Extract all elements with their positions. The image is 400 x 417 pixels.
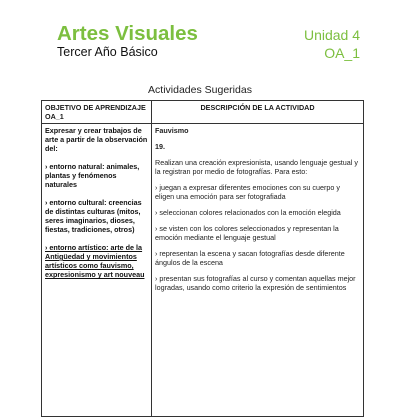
activity-step: › se visten con los colores seleccionados y representan la emoción mediante el lenguaje gestual [155,224,339,242]
header-subtitle: Tercer Año Básico [57,45,158,59]
objective-item-artistic: › entorno artístico: arte de la Antigüedad y movimientos artísticos como fauvismo, expresionismo y art nouveau [45,243,145,279]
objective-item-natural: › entorno natural: animales, plantas y fenómenos naturales [45,162,140,189]
table-header-row [42,101,364,124]
section-title: Actividades Sugeridas [148,84,252,96]
activity-column-header: DESCRIPCIÓN DE LA ACTIVIDAD [152,101,364,124]
header-title: Artes Visuales [57,22,198,45]
activity-step: › presentan sus fotografías al curso y comentan aquellas mejor logradas, usando como criterio la expresión de sentimientos [155,274,356,292]
activity-number: 19. [155,142,165,151]
activity-step: › representan la escena y sacan fotografías desde diferente ángulos de la escena [155,249,345,267]
activity-step: › juegan a expresar diferentes emociones con su cuerpo y eligen una emoción para ser fotografiada [155,183,340,201]
objective-cell [42,124,152,417]
unit-label: Unidad 4 [303,27,360,43]
table-row [42,124,364,417]
objective-intro: Expresar y crear trabajos de arte a partir de la observación del: [45,126,148,153]
activity-step: › seleccionan colores relacionados con la emoción elegida [155,208,341,217]
activity-intro: Realizan una creación expresionista, usando lenguaje gestual y la registran por medio de fotografías. Para esto: [155,158,358,176]
objective-item-cultural: › entorno cultural: creencias de distintas culturas (mitos, seres imaginarios, dioses, fiestas, tradiciones, otros) [45,198,142,234]
objective-code: OA_1 [324,45,360,61]
activity-cell [152,124,364,417]
activities-table [41,100,364,417]
activity-topic: Fauvismo [155,126,189,135]
objective-column-header: OBJETIVO DE APRENDIZAJE OA_1 [42,101,152,124]
